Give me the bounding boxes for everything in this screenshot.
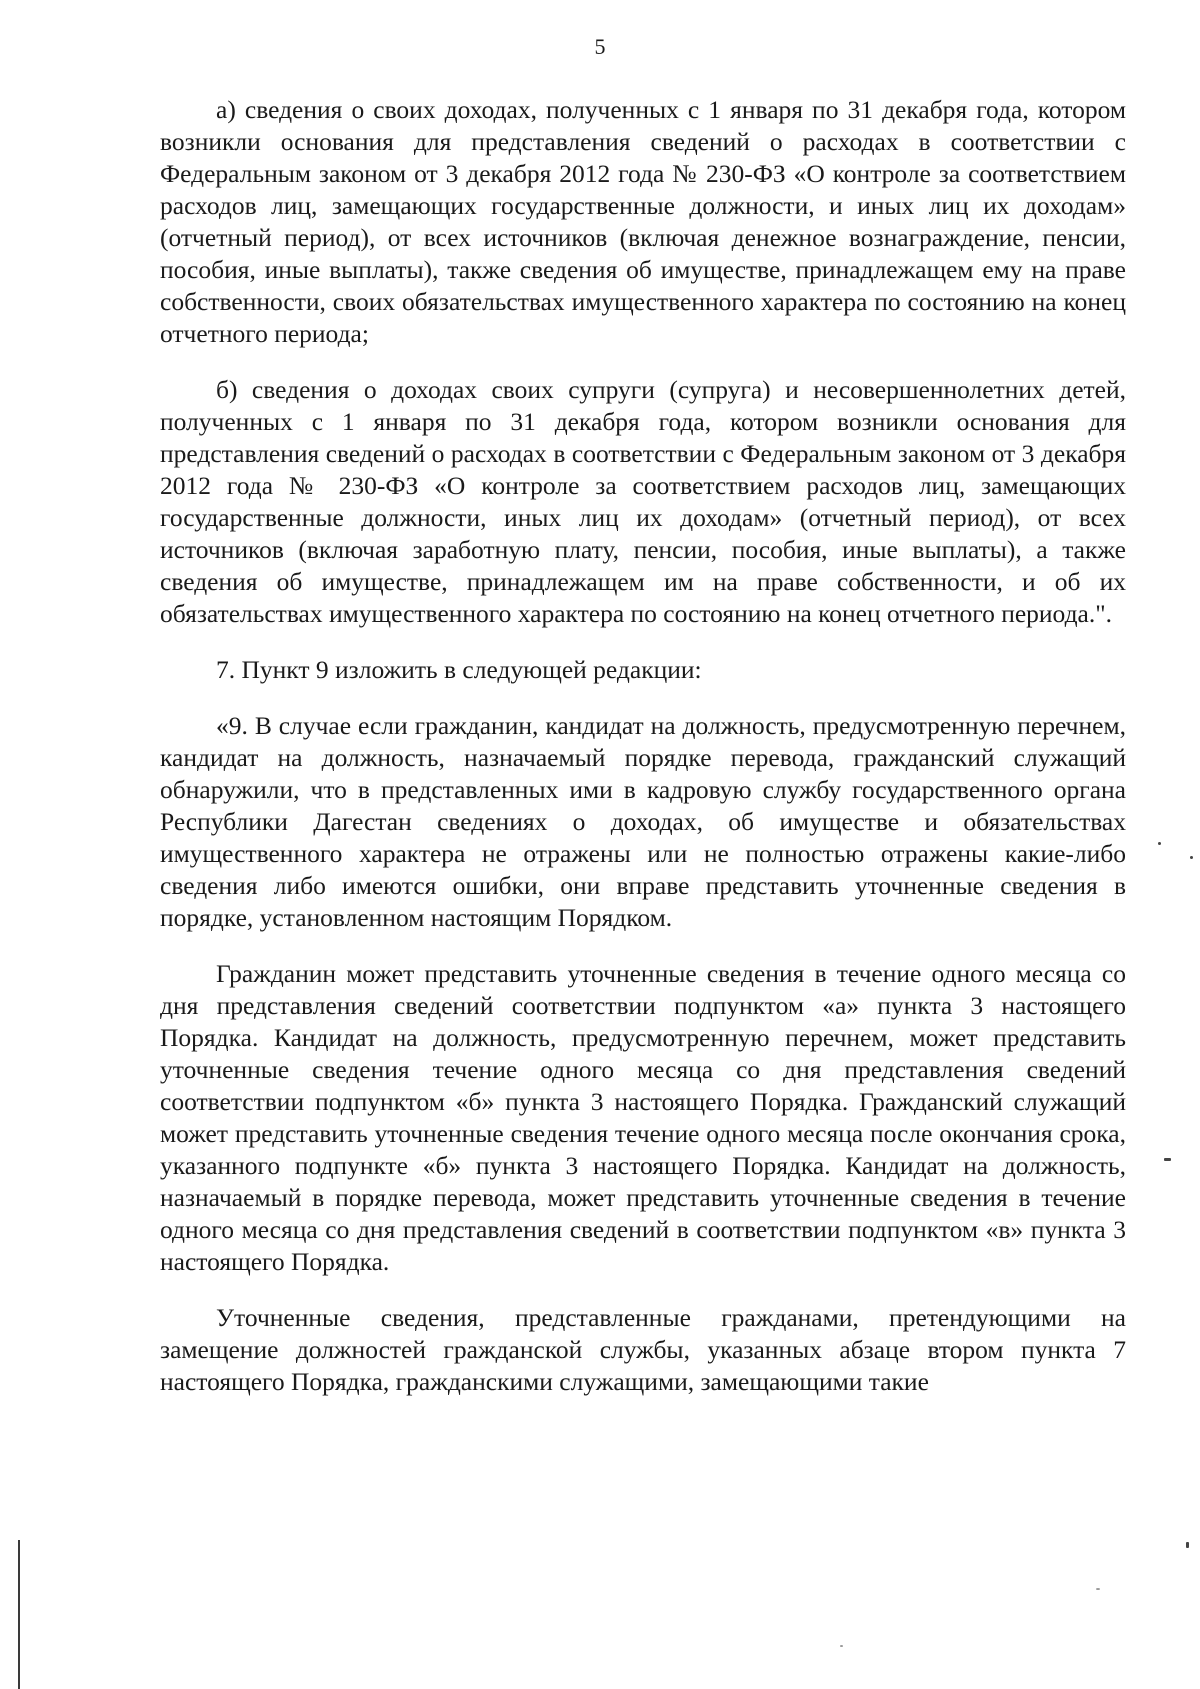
scan-speck xyxy=(1186,1542,1189,1548)
scan-speck xyxy=(1164,1158,1171,1161)
scan-speck xyxy=(1158,842,1161,845)
scan-speck xyxy=(1096,1588,1100,1590)
paragraph-clarified-info: Уточненные сведения, представленные гражданами, претендующими на замещение должностей гражданской службы, указанных абзаце втором пункта 7 настоящего Порядка, гражданскими служащими, замещающими такие xyxy=(160,1303,1126,1396)
paragraph-a: а) сведения о своих доходах, полученных с 1 января по 31 декабря года, котором возникли основания для представления сведений о расходах в соответствии с Федеральным законом от 3 декабря 2012 года № 230-ФЗ «О контроле за соответствием расходов лиц, замещающих государственные должности, и иных лиц их доходам» (отчетный период), от всех источников (включая денежное вознаграждение, пенсии, пособия, иные выплаты), также сведения об имуществе, принадлежащем ему на праве собственности, своих обязательствах имущественного характера по состоянию на конец отчетного периода; xyxy=(160,95,1126,348)
paragraph-citizen-deadlines: Гражданин может представить уточненные сведения в течение одного месяца со дня представления сведений соответствии подпунктом «а» пункта 3 настоящего Порядка. Кандидат на должность, предусмотренную перечнем, может представить уточненные сведения течение одного месяца со дня представления сведений соответствии подпунктом «б» пункта 3 настоящего Порядка. Гражданский служащий может представить уточненные сведения течение одного месяца после окончания срока, указанного подпункте «б» пункта 3 настоящего Порядка. Кандидат на должность, назначаемый в порядке перевода, может представить уточненные сведения в течение одного месяца со дня представления сведений в соответствии подпунктом «в» пункта 3 настоящего Порядка. xyxy=(160,959,1126,1276)
paragraph-b: б) сведения о доходах своих супруги (супруга) и несовершеннолетних детей, полученных с 1 января по 31 декабря года, котором возникли основания для представления сведений о расходах в соответствии с Федеральным законом от 3 декабря 2012 года № 230-ФЗ «О контроле за соответствием расходов лиц, замещающих государственные должности, иных лиц их доходам» (отчетный период), от всех источников (включая заработную плату, пенсии, пособия, иные выплаты), а также сведения об имуществе, принадлежащем им на праве собственности, и об их обязательствах имущественного характера по состоянию на конец отчетного периода.". xyxy=(160,375,1126,628)
item-7-heading: 7. Пункт 9 изложить в следующей редакции: xyxy=(216,655,702,684)
document-body xyxy=(160,94,1126,1398)
scan-speck xyxy=(840,1645,843,1647)
scan-speck xyxy=(1190,856,1193,859)
paragraph-9: «9. В случае если гражданин, кандидат на должность, предусмотренную перечнем, кандидат на должность, назначаемый порядке перевода, гражданский служащий обнаружили, что в представленных ими в кадровую службу государственного органа Республики Дагестан сведениях о доходах, об имуществе и обязательствах имущественного характера не отражены или не полностью отражены какие-либо сведения либо имеются ошибки, они вправе представить уточненные сведения в порядке, установленном настоящим Порядком. xyxy=(160,711,1126,932)
page-number: 5 xyxy=(594,34,606,59)
scan-edge-line xyxy=(18,1540,20,1689)
